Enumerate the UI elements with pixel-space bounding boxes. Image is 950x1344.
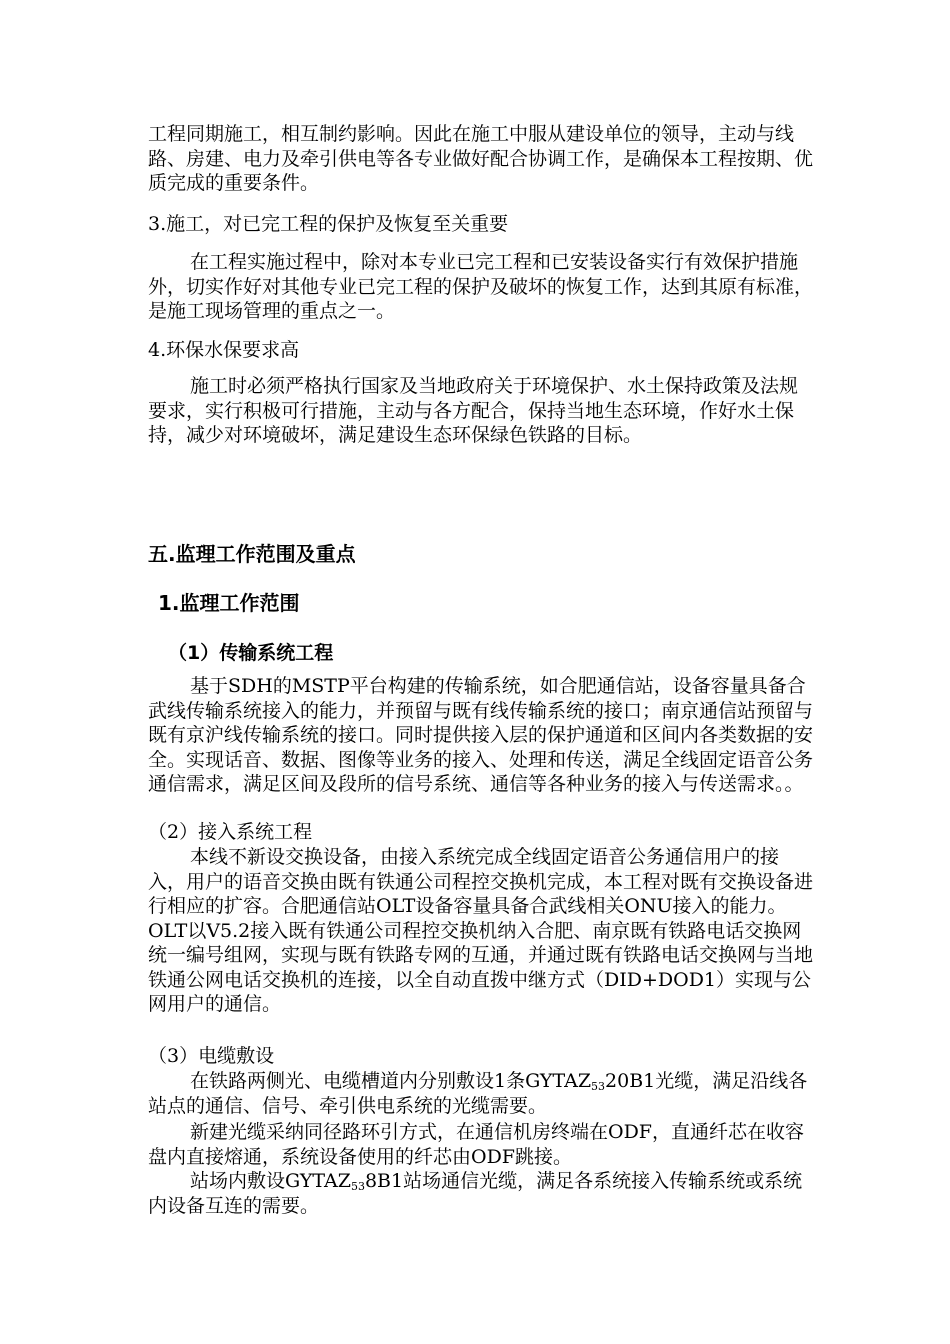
item-3-paragraph-1 [148, 1069, 813, 1118]
intro-paragraph-4 [148, 374, 813, 448]
item-2-title [148, 820, 813, 845]
intro-paragraph-3 [148, 250, 813, 324]
item-3-title [148, 1044, 813, 1069]
paragraph-text [148, 1169, 813, 1218]
heading-text: 4.环保水保要求高 [148, 339, 300, 361]
subscript: 53 [350, 1180, 365, 1193]
text-run: 8B1站场通信光缆，满足各系统接入传输系统或系统内设备互连的需要。 [148, 1170, 803, 1217]
paragraph-text [148, 1069, 813, 1118]
paragraph-text: 在工程实施过程中，除对本专业已完工程和已安装设备实行有效保护措施外，切实作好对其他专业已完工程的保护及破坏的恢复工作，达到其原有标准，是施工现场管理的重点之一。 [148, 251, 814, 322]
item-1-body [148, 674, 813, 797]
item-2-body [148, 845, 813, 1017]
item-1-title: （1）传输系统工程 [168, 642, 334, 664]
paragraph-text: 基于SDH的MSTP平台构建的传输系统，如合肥通信站，设备容量具备合武线传输系统接入的能力，并预留与既有线传输系统的接口；南京通信站预留与既有京沪线传输系统的接口。同时提供接入层的保护通道和区间内各类数据的安全。实现话音、数据、图像等业务的接入、处理和传送，满足全线固定语音公务通信需求，满足区间及段所的信号系统、通信等各种业务的接入与传送需求。。 [148, 675, 814, 795]
section-title: 五.监理工作范围及重点 [148, 542, 356, 566]
paragraph-text: 工程同期施工，相互制约影响。因此在施工中服从建设单位的领导，主动与线路、房建、电力及牵引供电等各专业做好配合协调工作，是确保本工程按期、优质完成的重要条件。 [148, 123, 814, 194]
heading-text: （2）接入系统工程 [148, 821, 313, 843]
intro-heading-3 [148, 212, 813, 237]
text-run: 在铁路两侧光、电缆槽道内分别敷设1条GYTAZ [190, 1070, 592, 1092]
paragraph-text: 新建光缆采纳同径路环引方式，在通信机房终端在ODF，直通纤芯在收容盘内直接熔通，系统设备使用的纤芯由ODF跳接。 [148, 1121, 804, 1168]
subscript: 53 [591, 1080, 606, 1093]
item-3-paragraph-2 [148, 1120, 813, 1169]
intro-heading-4 [148, 338, 813, 363]
heading-text: 3.施工，对已完工程的保护及恢复至关重要 [148, 213, 509, 235]
subsection-title: 1.监理工作范围 [158, 591, 300, 615]
text-run: 站场内敷设GYTAZ [190, 1170, 351, 1192]
heading-text: （3）电缆敷设 [148, 1045, 275, 1067]
item-3-paragraph-3 [148, 1169, 813, 1218]
text-run: 20B1光缆，满足沿线各站点的通信、信号、牵引供电系统的光缆需要。 [148, 1070, 808, 1117]
intro-paragraph-1 [148, 122, 813, 196]
paragraph-text: 施工时必须严格执行国家及当地政府关于环境保护、水土保持政策及法规要求，实行积极可行措施，主动与各方配合，保持当地生态环境，作好水土保持，减少对环境破坏，满足建设生态环保绿色铁路的目标。 [148, 375, 799, 446]
paragraph-text: 本线不新设交换设备，由接入系统完成全线固定语音公务通信用户的接入，用户的语音交换由既有铁通公司程控交换机完成，本工程对既有交换设备进行相应的扩容。合肥通信站OLT设备容量具备合武线相关ONU接入的能力。OLT以V5.2接入既有铁通公司程控交换机纳入合肥、南京既有铁路电话交换网统一编号组网，实现与既有铁路专网的互通，并通过既有铁路电话交换网与当地铁通公网电话交换机的连接，以全自动直拨中继方式（DID+DOD1）实现与公网用户的通信。 [148, 846, 814, 1015]
